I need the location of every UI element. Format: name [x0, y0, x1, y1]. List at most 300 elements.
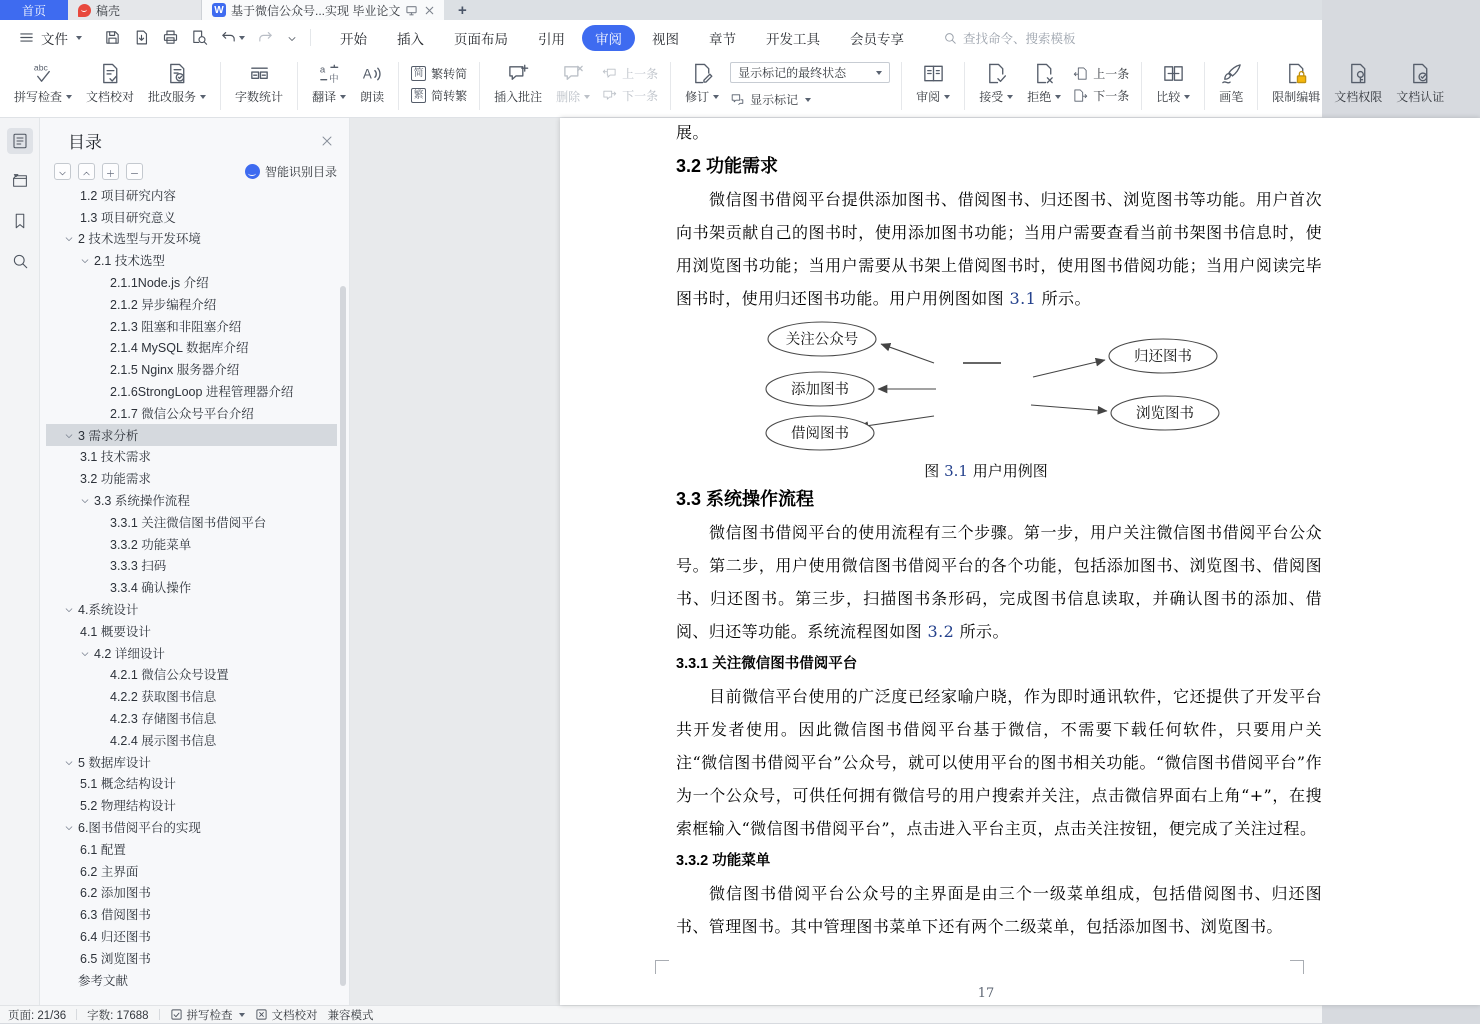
svg-text:浏览图书: 浏览图书 — [1136, 406, 1194, 422]
smart-toc-label: 智能识别目录 — [264, 165, 337, 179]
side-strip-toc-panel-button[interactable] — [7, 128, 33, 154]
page-number: 17 — [977, 986, 995, 1001]
section-heading: 3.3.1 关注微信图书借阅平台 — [676, 656, 858, 672]
ribbon-button-label: 文档认证 — [1396, 90, 1445, 104]
toc-item-label: 2 技术选型与开发环境 — [78, 232, 201, 247]
status-divider — [159, 1009, 160, 1020]
prev-comment-icon — [602, 66, 617, 81]
redo-icon — [257, 29, 274, 46]
toc-item-label: 3.1 技术需求 — [80, 450, 151, 465]
translate-icon — [318, 62, 341, 85]
ribbon-tab-章节[interactable]: 章节 — [709, 31, 736, 47]
save-icon — [104, 29, 121, 46]
ribbon-button-read-aloud[interactable] — [354, 60, 390, 107]
document-text-column — [676, 118, 1322, 943]
toc-item-label: 2.1.4 MySQL 数据库介绍 — [110, 341, 249, 356]
ribbon-group-divider — [964, 62, 965, 110]
status-proofread-button[interactable] — [255, 1007, 318, 1023]
svg-text:添加图书: 添加图书 — [791, 382, 849, 398]
wps-writer-icon: W — [212, 3, 226, 17]
insert-comment-icon — [507, 62, 530, 85]
ribbon-button-translate[interactable] — [306, 60, 352, 107]
tab-document-title: 基于微信公众号...实现 毕业论文 — [231, 3, 401, 18]
toc-item-label: 4.1 概要设计 — [80, 624, 151, 639]
toc-item-label: 3.3.2 功能菜单 — [110, 537, 192, 552]
toc-panel-title: 目录 — [68, 133, 102, 152]
toc-item-label: 2.1.2 异步编程介绍 — [110, 297, 217, 312]
ribbon-button-label: 下一条 — [1093, 88, 1130, 103]
toc-controls — [40, 155, 349, 186]
prev-change-icon — [1073, 66, 1088, 81]
display-for-review-value: 显示标记的最终状态 — [738, 66, 847, 80]
svg-text:借阅图书: 借阅图书 — [791, 426, 849, 442]
dropdown-caret-icon — [340, 95, 346, 99]
dropdown-caret-icon — [239, 36, 245, 40]
box-x-icon — [255, 1008, 268, 1021]
ribbon-group — [1260, 55, 1456, 117]
ribbon-button-label: 限制编辑 — [1272, 90, 1321, 104]
ribbon-button-prev-change[interactable] — [1070, 62, 1132, 84]
command-search[interactable] — [943, 29, 1076, 47]
ribbon-button-simplified-char[interactable] — [408, 62, 470, 84]
search-icon — [11, 252, 29, 270]
print-preview-button[interactable] — [191, 29, 208, 46]
toc-item[interactable] — [46, 773, 337, 795]
ribbon-button-accept[interactable] — [973, 60, 1019, 107]
toc-panel — [40, 118, 350, 1005]
ribbon-button-spellcheck[interactable] — [8, 60, 78, 107]
side-strip-bookmark-button[interactable] — [7, 208, 33, 234]
ribbon-button-label: 上一条 — [1093, 66, 1130, 81]
toc-item[interactable] — [46, 424, 337, 446]
ribbon-button-label: 拼写检查 — [14, 90, 63, 104]
toc-item-label: 1.3 项目研究意义 — [80, 210, 176, 225]
toc-item[interactable] — [46, 685, 337, 707]
ribbon-button-label: 批改服务 — [148, 90, 197, 104]
toc-item[interactable] — [46, 337, 337, 359]
status-word-count: 字数: 17688 — [87, 1009, 149, 1022]
proofread-icon — [99, 62, 122, 85]
new-tab-button[interactable]: + — [458, 1, 467, 19]
toc-item[interactable] — [46, 838, 337, 860]
toc-item-label: 3.2 功能需求 — [80, 472, 151, 487]
track-changes-icon — [691, 62, 714, 85]
spellcheck-icon — [32, 62, 55, 85]
ribbon-button-stack — [406, 60, 472, 108]
toc-item[interactable] — [46, 533, 337, 555]
svg-text:归还图书: 归还图书 — [1134, 349, 1192, 365]
collapse-all-button[interactable] — [126, 163, 143, 180]
toc-item-label: 2.1.5 Nginx 服务器介绍 — [110, 363, 240, 378]
status-spellcheck-label: 拼写检查 — [186, 1009, 233, 1022]
export-icon — [133, 29, 150, 46]
ribbon-group-divider — [479, 62, 480, 110]
nav-pane-icon — [11, 172, 29, 190]
status-page-indicator: 页面: 21/36 — [8, 1009, 67, 1022]
toc-item-label: 6.3 借阅图书 — [80, 908, 151, 923]
chevron-down-icon[interactable] — [64, 233, 74, 243]
toc-item[interactable] — [46, 228, 337, 250]
ribbon-button-label: 文档权限 — [1334, 90, 1383, 104]
toc-item-label: 3.3.4 确认操作 — [110, 581, 192, 596]
next-comment-icon — [602, 88, 617, 103]
ribbon-button-label: 下一条 — [622, 88, 659, 103]
toc-item[interactable] — [46, 576, 337, 598]
toc-item[interactable] — [46, 489, 337, 511]
dropdown-caret-icon — [805, 98, 811, 102]
ribbon-group — [300, 55, 396, 117]
figure-reference: 3.1 — [944, 462, 968, 480]
ribbon-button-label: 拒绝 — [1027, 90, 1052, 104]
paragraph: 微信图书借阅平台提供添加图书、借阅图书、归还图书、浏览图书等功能。用户首次向书架贡献自己的图书时，使用添加图书功能；当用户需要查看当前书架图书信息时，使用浏览图书功能；当用户需要从书架上借阅图书时，使用图书借阅功能；当用户阅读完毕图书时，使用归还图书功能。用户用例图如图 3.1 所示。 — [676, 190, 1322, 308]
ribbon-button-label: 修订 — [685, 90, 710, 104]
tab-docer[interactable] — [68, 0, 202, 20]
paragraph: 微信图书借阅平台的使用流程有三个步骤。第一步，用户关注微信图书借阅平台公众号。第二步，用户使用微信图书借阅平台的各个功能，包括添加图书、浏览图书、借阅图书、归还图书。第三步，扫描图书条形码，完成图书信息读取，并确认图书的添加、借阅、归还等功能。系统流程图如图 3.2 所示。 — [676, 523, 1322, 641]
toc-item-label: 6.2 添加图书 — [80, 886, 151, 901]
dropdown-caret-icon — [1055, 95, 1061, 99]
ribbon-tab-插入[interactable]: 插入 — [397, 31, 424, 47]
ribbon-tab-开发工具[interactable]: 开发工具 — [766, 31, 820, 47]
tab-document[interactable] — [202, 0, 444, 20]
chevron-down-icon[interactable] — [80, 495, 90, 505]
ribbon-button-doc-permission[interactable] — [1328, 60, 1388, 107]
chevron-down-icon[interactable] — [64, 604, 74, 614]
toc-item[interactable] — [46, 206, 337, 228]
toc-item[interactable] — [46, 315, 337, 337]
toc-item-label: 4.2.4 展示图书信息 — [110, 733, 217, 748]
read-aloud-icon — [361, 62, 384, 85]
toc-item[interactable] — [46, 555, 337, 577]
dropdown-caret-icon — [584, 95, 590, 99]
doc-auth-icon — [1409, 62, 1432, 85]
delete-comment-icon — [562, 62, 585, 85]
paragraph-fragment: 展。 — [676, 123, 709, 142]
toc-item-label: 5 数据库设计 — [78, 755, 151, 770]
smart-toc-button[interactable] — [245, 163, 337, 180]
figure-reference: 3.2 — [927, 622, 955, 641]
ribbon-group — [904, 55, 962, 117]
traditional-char-icon: 繁 — [411, 88, 426, 103]
status-proofread-label: 文档校对 — [271, 1009, 318, 1022]
dropdown-caret-icon — [944, 95, 950, 99]
ribbon-button-compare[interactable] — [1150, 60, 1196, 107]
dropdown-caret-icon — [1184, 95, 1190, 99]
svg-text:abc: abc — [33, 62, 48, 73]
chevron-down-icon — [286, 32, 298, 44]
chevron-down-icon[interactable] — [80, 255, 90, 265]
toc-item[interactable] — [46, 794, 337, 816]
ribbon-group — [482, 55, 668, 117]
expand-all-button[interactable] — [102, 163, 119, 180]
export-button[interactable] — [133, 29, 150, 46]
toc-item[interactable] — [46, 184, 337, 206]
toc-item-label: 6.5 浏览图书 — [80, 951, 151, 966]
ribbon-button-stack — [597, 60, 663, 108]
ribbon-button-label: 审阅 — [916, 90, 941, 104]
toc-item-label: 6.1 配置 — [80, 842, 126, 857]
ribbon-tab-会员专享[interactable]: 会员专享 — [850, 31, 904, 47]
toc-item-label: 1.2 项目研究内容 — [80, 188, 176, 203]
chevron-down-icon — [76, 36, 82, 40]
ribbon-tab-视图[interactable]: 视图 — [652, 31, 679, 47]
ribbon-group-divider — [901, 62, 902, 110]
dropdown-caret-icon — [876, 71, 882, 75]
expand-next-level-button[interactable] — [54, 163, 71, 180]
toc-item-label: 6.2 主界面 — [80, 864, 139, 879]
status-compat-mode: 兼容模式 — [327, 1009, 374, 1022]
toc-item-label: 2.1 技术选型 — [94, 254, 165, 269]
simplified-char-icon: 简 — [411, 66, 426, 81]
paragraph: 微信图书借阅平台公众号的主界面是由三个一级菜单组成，包括借阅图书、归还图书、管理图书。其中管理图书菜单下还有两个二级菜单，包括添加图书、浏览图书。 — [676, 884, 1322, 936]
main-area — [0, 118, 1322, 1005]
document-workspace — [350, 118, 1322, 1005]
status-bar — [0, 1005, 1322, 1023]
search-icon — [943, 31, 957, 45]
ribbon-tab-引用[interactable]: 引用 — [538, 31, 565, 47]
ribbon-group — [401, 55, 477, 117]
toc-item[interactable] — [46, 925, 337, 947]
ribbon-group-divider — [398, 62, 399, 110]
checkbox-check-icon — [170, 1008, 183, 1021]
toc-item[interactable] — [46, 467, 337, 489]
ribbon-button-label: 比较 — [1156, 90, 1181, 104]
ribbon-tab-开始[interactable]: 开始 — [340, 31, 367, 47]
ribbon-button-next-change[interactable] — [1070, 84, 1132, 106]
use-case-diagram — [676, 317, 1322, 458]
side-strip-nav-pane-button[interactable] — [7, 168, 33, 194]
ribbon-group-divider — [670, 62, 671, 110]
collapse-level-button[interactable] — [78, 163, 95, 180]
toc-item[interactable] — [46, 969, 337, 991]
ribbon-button-prev-comment — [599, 62, 661, 84]
svg-text:a: a — [319, 64, 325, 76]
toc-item[interactable] — [46, 707, 337, 729]
toc-item[interactable] — [46, 358, 337, 380]
ribbon-button-label: 朗读 — [360, 90, 385, 104]
dropdown-caret-icon — [1007, 95, 1013, 99]
close-icon[interactable] — [423, 4, 436, 17]
ribbon-group — [673, 55, 899, 117]
side-icon-strip — [0, 118, 40, 1005]
ribbon-group-divider — [220, 62, 221, 110]
svg-text:中: 中 — [328, 74, 339, 86]
undo-icon — [220, 29, 237, 46]
toc-item[interactable] — [46, 903, 337, 925]
toc-item[interactable] — [46, 249, 337, 271]
toc-item-label: 3 需求分析 — [78, 428, 139, 443]
ribbon-group — [1144, 55, 1202, 117]
section-heading: 3.2 功能需求 — [676, 156, 779, 176]
toc-item-label: 6.4 归还图书 — [80, 929, 151, 944]
ribbon-button-proofread[interactable] — [80, 60, 140, 107]
ribbon-button-brush[interactable] — [1213, 60, 1249, 107]
print-icon — [162, 29, 179, 46]
dropdown-caret-icon — [66, 95, 72, 99]
ribbon-group — [1207, 55, 1255, 117]
ribbon-button-label: 上一条 — [622, 66, 659, 81]
chevron-down-icon[interactable] — [64, 430, 74, 440]
word-count-icon — [248, 62, 271, 85]
toc-item-label: 4.2.2 获取图书信息 — [110, 690, 217, 705]
svg-text:A: A — [362, 66, 372, 82]
ribbon-group — [223, 55, 295, 117]
toc-item-label: 6.图书借阅平台的实现 — [78, 821, 201, 835]
toc-item[interactable] — [46, 751, 337, 773]
print-preview-icon — [191, 29, 208, 46]
compare-icon — [1162, 62, 1185, 85]
toc-item[interactable] — [46, 402, 337, 424]
toc-item-label: 3.3.1 关注微信图书借阅平台 — [110, 515, 267, 530]
chevron-down-icon — [239, 1013, 245, 1017]
redo-button[interactable] — [257, 29, 274, 46]
toc-scrollbar[interactable] — [340, 286, 346, 986]
grading-icon — [166, 62, 189, 85]
docer-logo-icon — [78, 4, 91, 17]
ribbon-button-insert-comment[interactable] — [488, 60, 548, 107]
ribbon-button-label: 插入批注 — [494, 90, 543, 104]
print-button[interactable] — [162, 29, 179, 46]
next-change-icon — [1073, 88, 1088, 103]
undo-button[interactable] — [220, 29, 245, 46]
ribbon-button-label: 接受 — [979, 90, 1004, 104]
ribbon-group-divider — [1141, 62, 1142, 110]
toc-item[interactable] — [46, 620, 337, 642]
toc-item-label: 2.1.1Node.js 介绍 — [110, 276, 209, 291]
ribbon-button-next-comment — [599, 84, 661, 106]
ribbon-button-label: 繁转简 — [431, 66, 468, 81]
ribbon-button-track-changes[interactable] — [679, 60, 725, 107]
ribbon-button-delete-comment — [550, 60, 596, 107]
toc-item-label: 4.2.1 微信公众号设置 — [110, 668, 229, 683]
toc-list — [46, 184, 337, 1005]
ribbon-button-label: 文档校对 — [86, 90, 135, 104]
markup-controls-column — [726, 60, 894, 110]
toc-item[interactable] — [46, 293, 337, 315]
figure-caption: 图 3.1 用户用例图 — [924, 462, 1048, 480]
ribbon-group-divider — [297, 62, 298, 110]
toc-panel-header — [40, 118, 349, 155]
hamburger-icon — [18, 29, 35, 46]
toc-item[interactable] — [46, 642, 337, 664]
menu-bar — [0, 20, 1322, 55]
reject-icon — [1033, 62, 1056, 85]
chevron-down-icon[interactable] — [64, 822, 74, 832]
toc-panel-icon — [11, 132, 29, 150]
chevron-down-icon[interactable] — [80, 648, 90, 658]
dropdown-caret-icon — [713, 95, 719, 99]
toc-item[interactable] — [46, 816, 337, 838]
tab-home[interactable] — [0, 0, 68, 20]
tab-home-label: 首页 — [21, 3, 46, 18]
save-button[interactable] — [104, 29, 121, 46]
toc-item-label: 2.1.6StrongLoop 进程管理器介绍 — [110, 385, 294, 400]
monitor-sync-icon[interactable] — [405, 4, 418, 17]
status-spellcheck-button[interactable] — [170, 1007, 245, 1023]
status-divider — [76, 1009, 77, 1020]
bookmark-icon — [11, 212, 29, 230]
toc-item[interactable] — [46, 882, 337, 904]
file-menu-button[interactable] — [10, 24, 90, 52]
toc-item-label: 4.2 详细设计 — [94, 646, 165, 661]
ribbon-tab-页面布局[interactable]: 页面布局 — [454, 31, 508, 47]
text-boundary-mark-right — [1290, 960, 1304, 974]
toc-item-label: 5.1 概念结构设计 — [80, 777, 176, 792]
section-heading: 3.3.2 功能菜单 — [676, 853, 771, 869]
close-icon[interactable] — [319, 133, 335, 149]
chevron-down-icon[interactable] — [64, 757, 74, 767]
ribbon-button-grading[interactable] — [142, 60, 212, 107]
ribbon-button-label: 翻译 — [312, 90, 337, 104]
ribbon-button-label: 简转繁 — [431, 88, 468, 103]
toc-item-label: 4.系统设计 — [78, 603, 139, 618]
ribbon-group — [2, 55, 218, 117]
paragraph: 目前微信平台使用的广泛度已经家喻户晓，作为即时通讯软件，它还提供了开发平台共开发者使用。因此微信图书借阅平台基于微信，不需要下载任何软件，只要用户关注“微信图书借阅平台”公众号，就可以使用平台的图书相关功能。“微信图书借阅平台”作为一个公众号，可供任何拥有微信号的用户搜索并关注，点击微信界面右上角“+”，在搜索框输入“微信图书借阅平台”，点击进入平台主页，点击关注按钮，便完成了关注过程。 — [676, 687, 1322, 838]
toc-item-label: 3.3 系统操作流程 — [94, 494, 190, 509]
toc-item[interactable] — [46, 947, 337, 969]
window-tab-bar — [0, 0, 1322, 20]
display-for-review-select[interactable] — [730, 62, 890, 83]
toc-item-label: 2.1.7 微信公众号平台介绍 — [110, 406, 254, 421]
ribbon-group-divider — [1204, 62, 1205, 110]
ribbon-button-word-count[interactable] — [229, 60, 289, 107]
restrict-edit-icon — [1285, 62, 1308, 85]
ribbon-button-reject[interactable] — [1021, 60, 1067, 107]
ribbon-button-traditional-char[interactable] — [408, 84, 470, 106]
ai-robot-icon — [245, 164, 260, 179]
ribbon-tab-审阅[interactable]: 审阅 — [582, 25, 635, 51]
toc-item[interactable] — [46, 860, 337, 882]
toc-item-label: 参考文献 — [78, 973, 129, 988]
tab-docer-label: 稿壳 — [96, 3, 121, 18]
toc-item-label: 3.3.3 扫码 — [110, 559, 167, 574]
toc-item[interactable] — [46, 729, 337, 751]
side-strip-search-button[interactable] — [7, 248, 33, 274]
toc-item[interactable] — [46, 380, 337, 402]
toc-item[interactable] — [46, 598, 337, 620]
ribbon-group-divider — [1257, 62, 1258, 110]
ribbon-tab-strip — [327, 25, 917, 51]
toc-item[interactable] — [46, 511, 337, 533]
section-heading: 3.3 系统操作流程 — [676, 489, 815, 509]
ribbon-button-label: 显示标记 — [750, 93, 799, 107]
toc-item[interactable] — [46, 664, 337, 686]
ribbon-button-restrict-edit[interactable] — [1266, 60, 1326, 107]
figure-reference: 3.1 — [1009, 289, 1037, 308]
review-pane-icon — [922, 62, 945, 85]
toc-item[interactable] — [46, 446, 337, 468]
svg-text:关注公众号: 关注公众号 — [785, 332, 859, 348]
ribbon-button-label: 画笔 — [1219, 90, 1244, 104]
file-menu-label: 文件 — [41, 31, 68, 47]
ribbon-button-doc-auth[interactable] — [1390, 60, 1450, 107]
chevron-down-button[interactable] — [286, 32, 298, 44]
dropdown-caret-icon — [200, 95, 206, 99]
toc-item[interactable] — [46, 271, 337, 293]
document-page[interactable] — [560, 118, 1480, 1005]
toc-item-label: 5.2 物理结构设计 — [80, 799, 176, 814]
quick-access-toolbar — [104, 29, 311, 46]
ribbon-button-show-markup[interactable] — [730, 91, 890, 108]
ribbon-button-review-pane[interactable] — [910, 60, 956, 107]
command-search-placeholder: 查找命令、搜索模板 — [963, 31, 1076, 46]
ribbon-button-label: 删除 — [556, 90, 581, 104]
brush-icon — [1220, 62, 1243, 85]
ribbon-button-stack — [1068, 60, 1134, 108]
toc-item-label: 4.2.3 存储图书信息 — [110, 712, 217, 727]
ribbon-button-label: 字数统计 — [235, 90, 284, 104]
toc-item-label: 2.1.3 阻塞和非阻塞介绍 — [110, 319, 242, 334]
show-markup-icon — [730, 92, 745, 107]
